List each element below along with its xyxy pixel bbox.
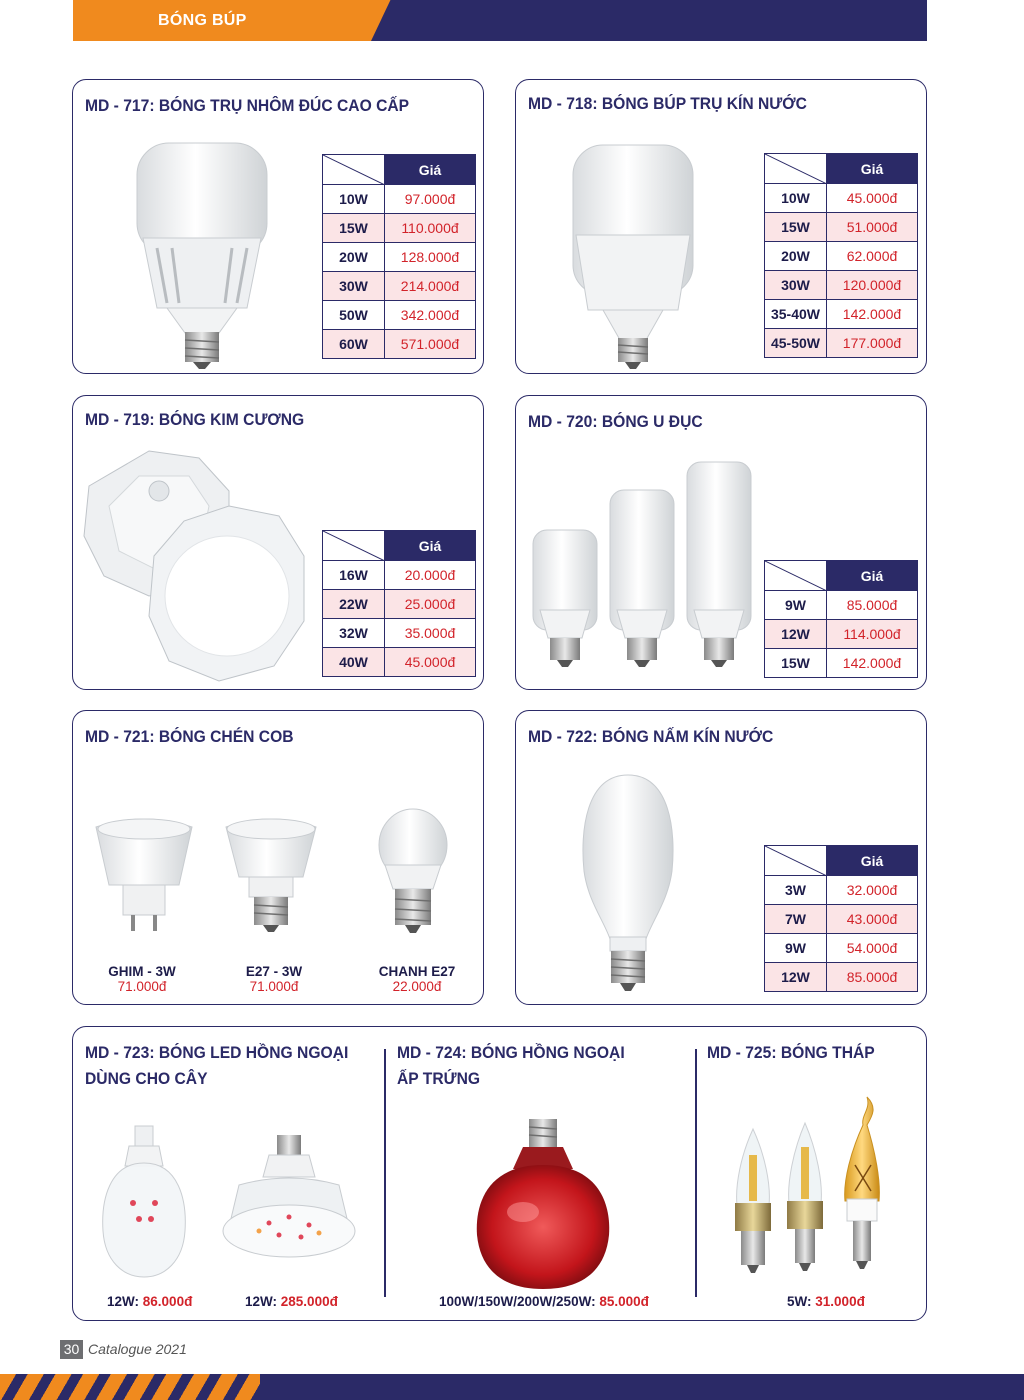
bulb-717-image — [127, 138, 277, 370]
card-title: MD - 721: BÓNG CHÉN COB — [85, 727, 294, 746]
caption-name: 5W: — [787, 1294, 812, 1309]
card-title: MD - 720: BÓNG U ĐỤC — [528, 412, 703, 431]
wattage-cell: 20W — [323, 243, 385, 272]
diagonal-header-cell — [765, 846, 827, 876]
chanh-bulb-image — [373, 807, 453, 937]
caption-name: CHANH E27 — [378, 964, 456, 979]
plant-led-bulb-image — [99, 1121, 189, 1281]
caption-price: 85.000đ — [599, 1294, 649, 1309]
card-md-717 — [72, 79, 484, 374]
wattage-cell: 32W — [323, 619, 385, 648]
caption-name: 12W: — [245, 1294, 278, 1309]
wattage-cell: 35-40W — [765, 300, 827, 329]
infrared-bulb-image — [473, 1117, 613, 1293]
section-title: BÓNG BÚP — [158, 12, 247, 29]
price-cell: 128.000đ — [385, 243, 476, 272]
price-table-718 — [764, 153, 918, 358]
card-md-719 — [72, 395, 484, 690]
wattage-cell: 40W — [323, 648, 385, 677]
price-cell: 25.000đ — [385, 590, 476, 619]
diagonal-header-cell — [765, 154, 827, 184]
price-cell: 51.000đ — [827, 213, 918, 242]
caption-price: 285.000đ — [280, 1294, 338, 1309]
caption-price: 31.000đ — [815, 1294, 865, 1309]
catalogue-label: Catalogue 2021 — [88, 1341, 187, 1357]
caption-price: 71.000đ — [249, 979, 299, 994]
price-cell: 110.000đ — [385, 214, 476, 243]
column-divider — [384, 1049, 386, 1297]
caption-name: 100W/150W/200W/250W: — [439, 1294, 596, 1309]
wattage-cell: 15W — [765, 649, 827, 678]
price-cell: 62.000đ — [827, 242, 918, 271]
caption-chanh — [357, 964, 477, 994]
card-md-723-725 — [72, 1026, 927, 1321]
header-navy-band — [371, 0, 927, 41]
diagonal-header-cell — [323, 531, 385, 561]
wattage-cell: 12W — [765, 620, 827, 649]
card-title: MD - 719: BÓNG KIM CƯƠNG — [85, 410, 305, 429]
price-cell: 114.000đ — [827, 620, 918, 649]
wattage-cell: 45-50W — [765, 329, 827, 358]
caption-723-b — [245, 1294, 338, 1309]
card-title-723-line1: MD - 723: BÓNG LED HỒNG NGOẠI — [85, 1043, 349, 1062]
mushroom-bulb-image — [580, 771, 676, 997]
cob-ghim-image — [91, 815, 197, 935]
price-table-719 — [322, 530, 476, 677]
price-table-717 — [322, 154, 476, 359]
wattage-cell: 9W — [765, 591, 827, 620]
diamond-bulb-image — [79, 446, 309, 686]
price-header: Giá — [827, 561, 918, 591]
price-cell: 45.000đ — [385, 648, 476, 677]
price-cell: 85.000đ — [827, 591, 918, 620]
wattage-cell: 30W — [323, 272, 385, 301]
wattage-cell: 30W — [765, 271, 827, 300]
price-cell: 32.000đ — [827, 876, 918, 905]
wattage-cell: 3W — [765, 876, 827, 905]
wattage-cell: 15W — [323, 214, 385, 243]
cob-e27-image — [221, 815, 321, 935]
card-title-724-line1: MD - 724: BÓNG HỒNG NGOẠI — [397, 1043, 625, 1062]
caption-price: 22.000đ — [392, 979, 442, 994]
diagonal-header-cell — [765, 561, 827, 591]
price-cell: 20.000đ — [385, 561, 476, 590]
u-bulbs-image — [530, 460, 760, 672]
candle-bulbs-image — [721, 1095, 907, 1281]
price-header: Giá — [385, 155, 476, 185]
wattage-cell: 10W — [323, 185, 385, 214]
footer-band — [0, 1374, 1024, 1400]
wattage-cell: 15W — [765, 213, 827, 242]
bulb-718-image — [568, 140, 698, 370]
price-cell: 97.000đ — [385, 185, 476, 214]
caption-price: 86.000đ — [142, 1294, 193, 1309]
price-cell: 177.000đ — [827, 329, 918, 358]
price-table-722 — [764, 845, 918, 992]
price-header: Giá — [827, 846, 918, 876]
price-cell: 85.000đ — [827, 963, 918, 992]
wattage-cell: 60W — [323, 330, 385, 359]
card-title: MD - 718: BÓNG BÚP TRỤ KÍN NƯỚC — [528, 94, 807, 113]
price-cell: 45.000đ — [827, 184, 918, 213]
page-number: 30 — [60, 1340, 83, 1359]
caption-ghim — [83, 964, 201, 994]
footer-stripes — [0, 1374, 260, 1400]
card-md-721 — [72, 710, 484, 1005]
price-cell: 35.000đ — [385, 619, 476, 648]
price-cell: 214.000đ — [385, 272, 476, 301]
wattage-cell: 50W — [323, 301, 385, 330]
price-header: Giá — [385, 531, 476, 561]
wattage-cell: 9W — [765, 934, 827, 963]
card-md-718 — [515, 79, 927, 374]
wattage-cell: 22W — [323, 590, 385, 619]
card-md-720 — [515, 395, 927, 690]
price-cell: 342.000đ — [385, 301, 476, 330]
card-title: MD - 722: BÓNG NẤM KÍN NƯỚC — [528, 727, 774, 746]
column-divider — [695, 1049, 697, 1297]
price-cell: 142.000đ — [827, 649, 918, 678]
price-header: Giá — [827, 154, 918, 184]
price-table-720 — [764, 560, 918, 678]
card-md-722 — [515, 710, 927, 1005]
price-cell: 43.000đ — [827, 905, 918, 934]
card-title: MD - 717: BÓNG TRỤ NHÔM ĐÚC CAO CẤP — [85, 96, 410, 115]
wattage-cell: 12W — [765, 963, 827, 992]
caption-name: 12W: — [107, 1294, 140, 1309]
wattage-cell: 10W — [765, 184, 827, 213]
caption-price: 71.000đ — [117, 979, 167, 994]
price-cell: 120.000đ — [827, 271, 918, 300]
plant-ufo-bulb-image — [219, 1131, 359, 1281]
diagonal-header-cell — [323, 155, 385, 185]
caption-name: E27 - 3W — [245, 964, 303, 979]
card-title-725: MD - 725: BÓNG THÁP — [707, 1043, 875, 1062]
caption-724 — [439, 1294, 649, 1309]
caption-725 — [787, 1294, 865, 1309]
price-cell: 571.000đ — [385, 330, 476, 359]
wattage-cell: 7W — [765, 905, 827, 934]
price-cell: 142.000đ — [827, 300, 918, 329]
caption-name: GHIM - 3W — [108, 964, 176, 979]
wattage-cell: 16W — [323, 561, 385, 590]
caption-e27 — [215, 964, 333, 994]
card-title-724-line2: ẤP TRỨNG — [397, 1069, 481, 1088]
caption-723-a — [107, 1294, 192, 1309]
card-title-723-line2: DÙNG CHO CÂY — [85, 1069, 208, 1088]
price-cell: 54.000đ — [827, 934, 918, 963]
wattage-cell: 20W — [765, 242, 827, 271]
